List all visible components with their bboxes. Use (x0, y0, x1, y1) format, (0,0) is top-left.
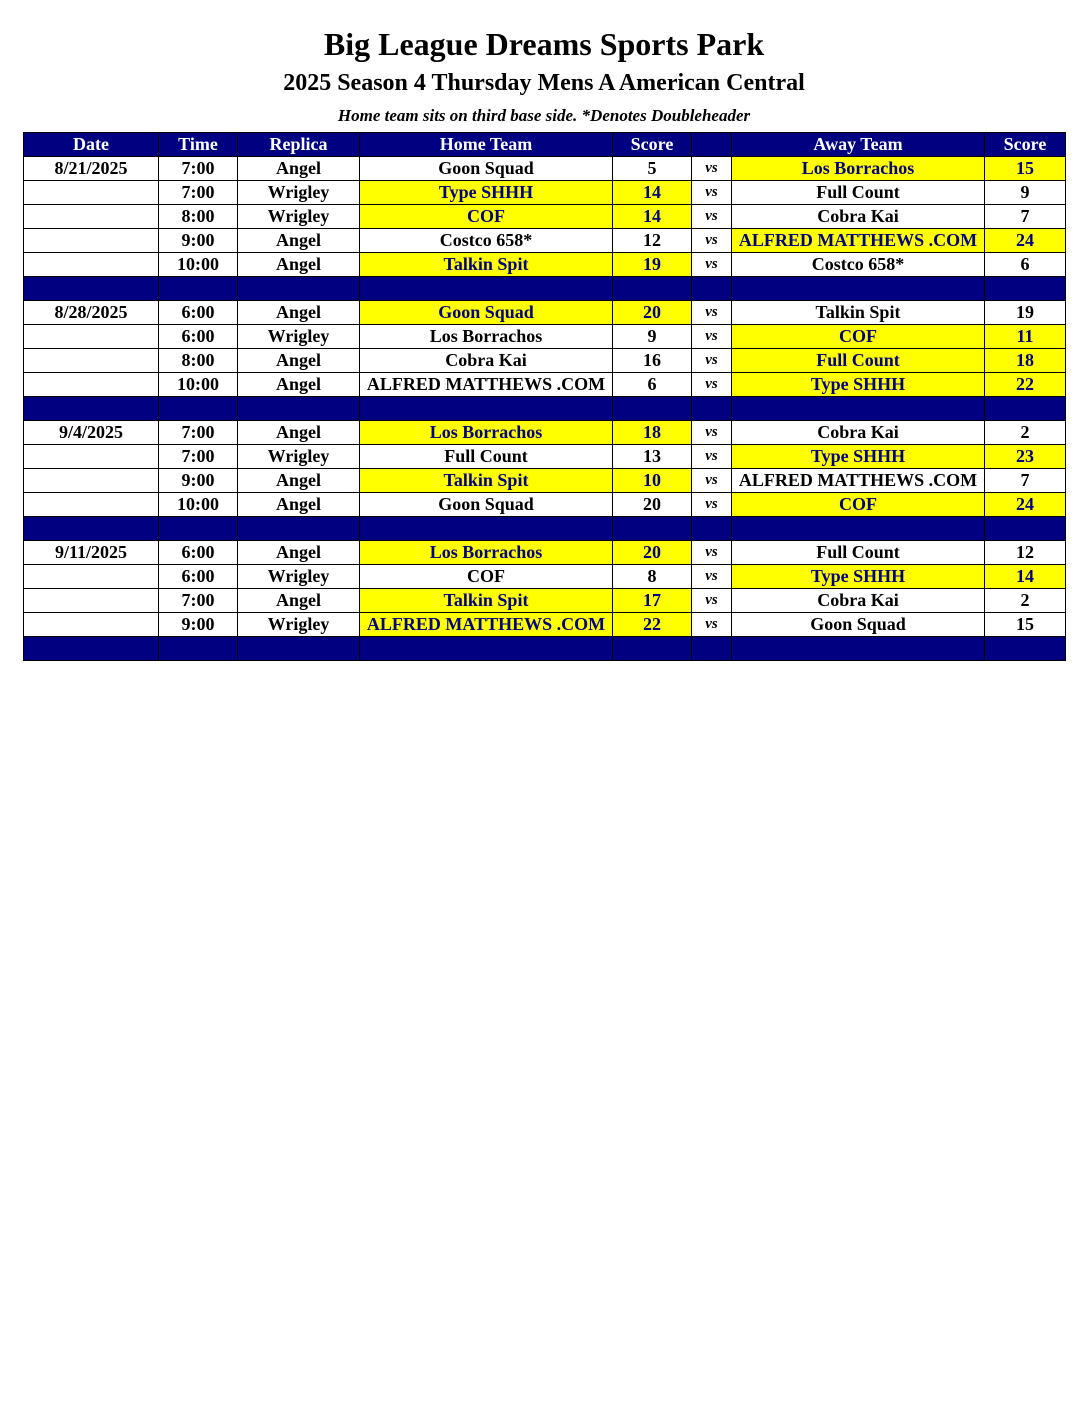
game-replica: Wrigley (238, 205, 360, 229)
away-score: 6 (985, 253, 1066, 277)
home-team: Goon Squad (360, 493, 613, 517)
game-date: 9/11/2025 (24, 541, 159, 565)
separator-cell (360, 517, 613, 541)
away-score: 19 (985, 301, 1066, 325)
separator-cell (24, 637, 159, 661)
game-replica: Angel (238, 469, 360, 493)
away-score: 18 (985, 349, 1066, 373)
away-team: Full Count (732, 349, 985, 373)
away-score: 24 (985, 229, 1066, 253)
game-row (24, 421, 1066, 445)
home-team: Talkin Spit (360, 253, 613, 277)
game-date: 9/4/2025 (24, 421, 159, 445)
away-team: Los Borrachos (732, 157, 985, 181)
week-separator-row (24, 637, 1066, 661)
away-score: 15 (985, 613, 1066, 637)
separator-cell (692, 397, 732, 421)
game-row (24, 349, 1066, 373)
home-team: Los Borrachos (360, 541, 613, 565)
game-row (24, 229, 1066, 253)
game-time: 7:00 (159, 445, 238, 469)
home-team: COF (360, 565, 613, 589)
vs-label: vs (692, 253, 732, 277)
game-time: 9:00 (159, 229, 238, 253)
game-row (24, 589, 1066, 613)
game-time: 10:00 (159, 493, 238, 517)
away-score: 22 (985, 373, 1066, 397)
game-time: 10:00 (159, 253, 238, 277)
vs-label: vs (692, 325, 732, 349)
game-time: 7:00 (159, 181, 238, 205)
vs-label: vs (692, 373, 732, 397)
col-header-away-score: Score (985, 133, 1066, 157)
separator-cell (238, 277, 360, 301)
separator-cell (613, 637, 692, 661)
game-time: 9:00 (159, 469, 238, 493)
away-score: 14 (985, 565, 1066, 589)
game-time: 7:00 (159, 157, 238, 181)
away-team: Cobra Kai (732, 421, 985, 445)
game-time: 7:00 (159, 421, 238, 445)
separator-cell (238, 637, 360, 661)
separator-cell (613, 517, 692, 541)
col-header-date: Date (24, 133, 159, 157)
away-team: COF (732, 325, 985, 349)
separator-cell (732, 277, 985, 301)
home-score: 19 (613, 253, 692, 277)
separator-cell (692, 277, 732, 301)
home-score: 10 (613, 469, 692, 493)
game-date (24, 493, 159, 517)
col-header-vs (692, 133, 732, 157)
vs-label: vs (692, 157, 732, 181)
game-row (24, 613, 1066, 637)
away-score: 23 (985, 445, 1066, 469)
separator-cell (732, 637, 985, 661)
separator-cell (692, 517, 732, 541)
game-date (24, 589, 159, 613)
game-time: 8:00 (159, 349, 238, 373)
game-replica: Wrigley (238, 445, 360, 469)
vs-label: vs (692, 445, 732, 469)
page-title: Big League Dreams Sports Park (323, 26, 765, 62)
game-replica: Angel (238, 421, 360, 445)
away-score: 24 (985, 493, 1066, 517)
home-score: 14 (613, 181, 692, 205)
separator-cell (159, 637, 238, 661)
away-team: Goon Squad (732, 613, 985, 637)
home-team: Goon Squad (360, 157, 613, 181)
week-separator-row (24, 277, 1066, 301)
home-team: Cobra Kai (360, 349, 613, 373)
vs-label: vs (692, 349, 732, 373)
separator-cell (24, 397, 159, 421)
separator-cell (613, 397, 692, 421)
game-replica: Angel (238, 229, 360, 253)
home-score: 13 (613, 445, 692, 469)
separator-cell (732, 397, 985, 421)
home-score: 18 (613, 421, 692, 445)
game-row (24, 157, 1066, 181)
game-replica: Angel (238, 349, 360, 373)
game-row (24, 253, 1066, 277)
game-date (24, 349, 159, 373)
game-replica: Angel (238, 541, 360, 565)
vs-label: vs (692, 613, 732, 637)
game-replica: Angel (238, 253, 360, 277)
home-team: Talkin Spit (360, 589, 613, 613)
away-team: COF (732, 493, 985, 517)
separator-cell (613, 277, 692, 301)
separator-cell (985, 637, 1066, 661)
home-score: 12 (613, 229, 692, 253)
week-separator-row (24, 397, 1066, 421)
away-score: 2 (985, 589, 1066, 613)
game-time: 7:00 (159, 589, 238, 613)
separator-cell (360, 637, 613, 661)
game-replica: Angel (238, 157, 360, 181)
game-date (24, 325, 159, 349)
home-score: 22 (613, 613, 692, 637)
game-row (24, 445, 1066, 469)
schedule-body (24, 157, 1066, 661)
away-team: Type SHHH (732, 565, 985, 589)
home-score: 9 (613, 325, 692, 349)
separator-cell (732, 517, 985, 541)
home-score: 20 (613, 301, 692, 325)
game-time: 6:00 (159, 325, 238, 349)
game-time: 6:00 (159, 301, 238, 325)
game-row (24, 541, 1066, 565)
game-date (24, 445, 159, 469)
away-team: Talkin Spit (732, 301, 985, 325)
game-replica: Angel (238, 301, 360, 325)
vs-label: vs (692, 301, 732, 325)
away-score: 15 (985, 157, 1066, 181)
home-team: Full Count (360, 445, 613, 469)
home-team: Type SHHH (360, 181, 613, 205)
game-time: 6:00 (159, 541, 238, 565)
vs-label: vs (692, 205, 732, 229)
col-header-home-team: Home Team (360, 133, 613, 157)
game-row (24, 373, 1066, 397)
away-score: 2 (985, 421, 1066, 445)
game-date (24, 613, 159, 637)
game-row (24, 493, 1066, 517)
separator-cell (360, 397, 613, 421)
game-replica: Wrigley (238, 181, 360, 205)
game-date (24, 205, 159, 229)
col-header-replica: Replica (238, 133, 360, 157)
home-score: 14 (613, 205, 692, 229)
game-replica: Angel (238, 373, 360, 397)
away-score: 9 (985, 181, 1066, 205)
game-date (24, 253, 159, 277)
vs-label: vs (692, 541, 732, 565)
game-row (24, 301, 1066, 325)
col-header-home-score: Score (613, 133, 692, 157)
col-header-away-team: Away Team (732, 133, 985, 157)
away-team: Cobra Kai (732, 205, 985, 229)
game-time: 6:00 (159, 565, 238, 589)
game-row (24, 205, 1066, 229)
game-date (24, 181, 159, 205)
game-row (24, 325, 1066, 349)
game-date (24, 565, 159, 589)
header-row (24, 133, 1066, 157)
home-team: Goon Squad (360, 301, 613, 325)
home-team: ALFRED MATTHEWS .COM (360, 373, 613, 397)
game-replica: Wrigley (238, 613, 360, 637)
home-score: 8 (613, 565, 692, 589)
vs-label: vs (692, 181, 732, 205)
game-time: 8:00 (159, 205, 238, 229)
home-score: 5 (613, 157, 692, 181)
home-score: 6 (613, 373, 692, 397)
schedule-table (23, 132, 1066, 661)
away-team: Type SHHH (732, 373, 985, 397)
game-replica: Wrigley (238, 565, 360, 589)
home-team: Los Borrachos (360, 421, 613, 445)
game-date (24, 229, 159, 253)
away-score: 11 (985, 325, 1066, 349)
home-team: Costco 658* (360, 229, 613, 253)
game-time: 10:00 (159, 373, 238, 397)
doubleheader-note: Home team sits on third base side. *Denotes Doubleheader (337, 106, 751, 125)
home-team: Talkin Spit (360, 469, 613, 493)
separator-cell (985, 277, 1066, 301)
away-team: Type SHHH (732, 445, 985, 469)
game-row (24, 181, 1066, 205)
vs-label: vs (692, 421, 732, 445)
game-replica: Angel (238, 589, 360, 613)
game-date (24, 373, 159, 397)
vs-label: vs (692, 589, 732, 613)
away-team: Cobra Kai (732, 589, 985, 613)
separator-cell (238, 397, 360, 421)
away-team: ALFRED MATTHEWS .COM (732, 229, 985, 253)
separator-cell (692, 637, 732, 661)
separator-cell (985, 397, 1066, 421)
game-date (24, 469, 159, 493)
vs-label: vs (692, 493, 732, 517)
away-score: 7 (985, 469, 1066, 493)
separator-cell (159, 517, 238, 541)
away-team: Full Count (732, 181, 985, 205)
game-date: 8/28/2025 (24, 301, 159, 325)
vs-label: vs (692, 229, 732, 253)
home-score: 17 (613, 589, 692, 613)
separator-cell (159, 397, 238, 421)
away-score: 7 (985, 205, 1066, 229)
home-team: ALFRED MATTHEWS .COM (360, 613, 613, 637)
week-separator-row (24, 517, 1066, 541)
page-subtitle: 2025 Season 4 Thursday Mens A American Central (283, 70, 805, 96)
separator-cell (24, 277, 159, 301)
home-score: 20 (613, 493, 692, 517)
home-team: COF (360, 205, 613, 229)
separator-cell (24, 517, 159, 541)
home-score: 16 (613, 349, 692, 373)
separator-cell (238, 517, 360, 541)
separator-cell (360, 277, 613, 301)
game-replica: Angel (238, 493, 360, 517)
away-score: 12 (985, 541, 1066, 565)
vs-label: vs (692, 469, 732, 493)
home-team: Los Borrachos (360, 325, 613, 349)
game-row (24, 469, 1066, 493)
separator-cell (985, 517, 1066, 541)
home-score: 20 (613, 541, 692, 565)
away-team: Full Count (732, 541, 985, 565)
away-team: ALFRED MATTHEWS .COM (732, 469, 985, 493)
separator-cell (159, 277, 238, 301)
away-team: Costco 658* (732, 253, 985, 277)
game-date: 8/21/2025 (24, 157, 159, 181)
vs-label: vs (692, 565, 732, 589)
game-time: 9:00 (159, 613, 238, 637)
col-header-time: Time (159, 133, 238, 157)
game-replica: Wrigley (238, 325, 360, 349)
game-row (24, 565, 1066, 589)
